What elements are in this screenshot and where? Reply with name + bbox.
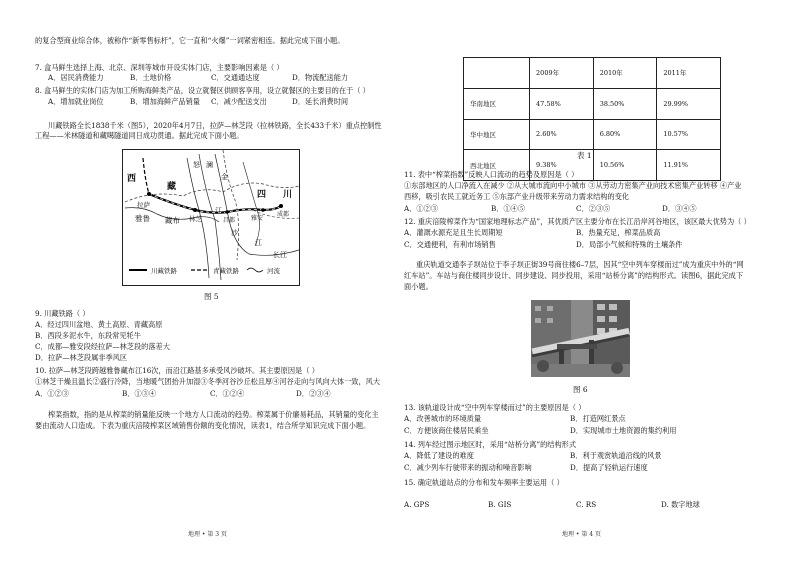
legend-qingzang-label: 青藏铁路 xyxy=(213,267,239,275)
q15-opt-b: B. GIS xyxy=(488,500,512,509)
table-cell: 2.60% xyxy=(530,119,594,150)
map-label-zangbu: 藏布 xyxy=(165,216,180,225)
intro-line: 的复合型商业综合体，被称作“新零售标杆”，它一直和“火爆”一词紧密相连。据此完成下面小题。 xyxy=(35,36,345,45)
q15-opt-c: C. RS xyxy=(576,500,597,509)
qingzang-railway xyxy=(143,158,149,194)
table-cell: 38.50% xyxy=(593,88,657,119)
q7-opt-a: A．居民消费能力 xyxy=(48,73,104,82)
q10-line1: 10. 拉萨—林芝段跨越雅鲁藏布江16次，而沿江路基多承受风沙破坏。其主要原因是（ ） xyxy=(35,366,319,375)
q14-stem: 14. 列车经过图示地区时，采用“站桥分离”的结构形式 xyxy=(404,440,577,449)
q11-opt-c: C．②③⑤ xyxy=(576,204,611,213)
passage3-line1: 重庆轨道交通李子坝站位于李子坝正街39号商住楼6–7层，因其“空中列车穿楼而过”成为重庆中外的“网 xyxy=(416,260,744,269)
table-header-cell: 2010年 xyxy=(593,58,657,89)
city-yaan-dot xyxy=(261,208,265,212)
q9-opt-d: D．拉萨—林芝段属非季风区 xyxy=(35,353,128,362)
passage3-line3: 面小题。 xyxy=(404,282,433,291)
table1-caption: 表 1 xyxy=(577,151,592,160)
table1 xyxy=(463,57,721,181)
figure6-photo xyxy=(531,300,630,377)
map-label-changdu: 昌都 xyxy=(223,217,236,224)
passage2-line2: 要由流动人口造成。下表为重庆涪陵榨菜区域销售份额的变化情况，读表1，结合所学知识完成下面小题。 xyxy=(35,421,371,430)
q8-stem: 8. 盒马鲜生的实体门店为加工所购海鲜类产品，设立就餐区供顾客享用，设立就餐区的主要目的在于（ ） xyxy=(35,86,370,95)
figure5-caption: 图 5 xyxy=(204,292,219,301)
q11-line2: 西移，吸引农民工就近务工 ⑤东部产业升级带来劳动力需求结构的变化 xyxy=(404,192,630,201)
map-label-xi: 西 xyxy=(127,174,137,184)
table-cell: 6.80% xyxy=(593,119,657,150)
q8-opt-c: C．减少配送支出 xyxy=(211,97,267,106)
figure5-map xyxy=(122,149,300,286)
q7-opt-b: B．土地价格 xyxy=(130,73,172,82)
legend-river-line xyxy=(247,268,263,272)
passage1-line1: 川藏铁路全长1838千米（图5），2020年4月7日，拉萨—林芝段（拉林铁路，全长433千米）重点控制性 xyxy=(48,121,382,130)
table-header-cell: 2011年 xyxy=(657,58,721,89)
table-cell: 11.91% xyxy=(657,150,721,181)
q8-opt-b: B．增加海鲜产品销量 xyxy=(130,97,200,106)
map-label-zang: 藏 xyxy=(167,182,177,192)
q10-opt-a: A．①②③ xyxy=(35,389,69,398)
table-cell: 29.99% xyxy=(657,88,721,119)
map-label-chengdu: 成都 xyxy=(277,211,290,218)
map-label-jinjiang: 江 xyxy=(255,239,262,247)
city-linzhi-dot xyxy=(193,208,197,212)
map-label-sichuan-chuan: 川 xyxy=(283,190,293,200)
q15-opt-d: D. 数字地球 xyxy=(661,500,700,509)
q10-opt-b: B．①③④ xyxy=(122,389,157,398)
q7-opt-d: D．物流配送能力 xyxy=(292,73,349,82)
q8-opt-d: D．延长消费时间 xyxy=(292,97,349,106)
table-cell: 西北地区 xyxy=(464,150,530,181)
q9-opt-a: A．经过四川盆地、黄土高原、青藏高原 xyxy=(35,320,163,329)
table-cell: 10.57% xyxy=(657,119,721,150)
q14-opt-d: D．提高了轻轨运行速度 xyxy=(570,463,648,472)
city-lasa-dot xyxy=(147,192,151,196)
q12-opt-b: B．热量充足，榨菜品质高 xyxy=(576,228,661,237)
table-header-cell: 2009年 xyxy=(530,58,594,89)
map-label-lan: 澜 xyxy=(206,161,213,169)
q12-opt-a: A．灌溉水源充足且生长周期短 xyxy=(404,228,503,237)
map-label-sha: 沙 xyxy=(231,229,238,237)
boundary-line xyxy=(125,183,299,202)
map-label-jin: 金 xyxy=(221,173,228,181)
q9-opt-c: C．成都—雅安段经拉萨—林芝段的落差大 xyxy=(35,342,170,351)
page-number-3: 地理 • 第 3 页 xyxy=(188,531,227,538)
legend-river-label: 河流 xyxy=(267,267,280,275)
q12-opt-c: C．交通便利，有利市场销售 xyxy=(404,240,496,249)
q14-opt-a: A．降低了建设的难度 xyxy=(404,451,474,460)
q13-opt-d: D．实现城市土地资源的集约利用 xyxy=(570,426,677,435)
q13-stem: 13. 该轨道设计成“空中列车穿楼而过”的主要原因是（ ） xyxy=(404,403,586,412)
table-cell: 9.38% xyxy=(530,150,594,181)
map-label-lasa: 拉萨 xyxy=(137,201,150,209)
q12-stem: 12. 重庆涪陵榨菜作为“国家地理标志产品”，其优质产区主要分布在长江沿岸河谷地区，该区最大优势为（ ） xyxy=(404,217,751,226)
q9-stem: 9. 川藏铁路（ ） xyxy=(35,309,90,318)
q14-opt-b: B．利于观赏轨道沿线的风景 xyxy=(570,451,662,460)
q10-opt-d: D．②③④ xyxy=(296,389,331,398)
figure6-caption: 图 6 xyxy=(573,385,588,394)
q7-opt-c: C．交通通达度 xyxy=(211,73,260,82)
q15-stem: 15. 确定轨道站点的分布和发车频率主要运用（ ） xyxy=(404,478,564,487)
q14-opt-c: C．减少列车行驶带来的振动和噪音影响 xyxy=(404,463,532,472)
q11-line1: ①东部地区的人口净流入在减少 ②从大城市流向中小城市 ③从劳动力密集产业向技术密集产业转移 ④产业 xyxy=(404,181,742,190)
photo-svg xyxy=(531,300,630,377)
q13-opt-c: C．方便该商住楼居民乘坐 xyxy=(404,426,489,435)
passage2-line1: 榨菜指数，指的是从榨菜的销量能反映一个地方人口流动的趋势。榨菜属于价廉易耗品，其销量的变化主 xyxy=(48,410,379,419)
river-tributary xyxy=(243,162,260,246)
table-header-cell xyxy=(464,58,530,89)
map-label-changjiang: 长江 xyxy=(273,251,287,259)
city-chengdu-dot xyxy=(279,204,283,208)
q11-stem: 11. 表中“榨菜指数”反映人口流动的趋势及原因是（ ） xyxy=(404,170,579,179)
boundary-line xyxy=(223,150,239,260)
map-label-sichuan-si: 四 xyxy=(257,190,267,200)
passage3-line2: 红车站”。车站与商住楼同步设计、同步建设、同步投用，采用“站桥分离”的结构形式。读图6，据此完成下 xyxy=(404,271,744,280)
q10-opt-c: C．①②④ xyxy=(210,389,245,398)
q12-opt-d: D．局部小气候和特殊的土壤条件 xyxy=(576,240,683,249)
q7-stem: 7. 盒马鲜生选择上海、北京、深圳等城市开设实体门店，主要影响因素是（ ） xyxy=(35,63,284,72)
table-cell: 47.58% xyxy=(530,88,594,119)
map-label-yalu: 雅鲁 xyxy=(135,214,150,223)
q15-opt-a: A. GPS xyxy=(404,500,430,509)
table-row xyxy=(464,119,721,150)
table-cell: 10.56% xyxy=(593,150,657,181)
page-number-4: 地理 • 第 4 页 xyxy=(562,531,601,538)
q11-opt-a: A．①②③ xyxy=(404,204,438,213)
passage1-line2: 工程——米林隧道和藏噶隧道同日成功贯通。据此完成下面小题。 xyxy=(35,131,244,140)
q13-opt-a: A．改善城市的环境质量 xyxy=(404,414,482,423)
map-label-jiang: 江 xyxy=(215,207,222,215)
q11-opt-d: D．③④⑤ xyxy=(662,204,697,213)
table-row xyxy=(464,88,721,119)
q13-opt-b: B．打造网红景点 xyxy=(570,414,626,423)
city-changdu-dot xyxy=(225,210,229,214)
map-label-yaan: 雅安 xyxy=(251,215,264,222)
map-label-linzhi: 林芝 xyxy=(189,215,202,223)
q11-opt-b: B．①④⑤ xyxy=(491,204,526,213)
legend-rail-label: 川藏铁路 xyxy=(151,267,177,275)
q8-opt-a: A．增加就业岗位 xyxy=(48,97,104,106)
map-label-nu: 怒 xyxy=(193,161,200,169)
table-cell: 华中地区 xyxy=(464,119,530,150)
table-header-row xyxy=(464,58,721,89)
table-cell: 华南地区 xyxy=(464,88,530,119)
q10-line2: ①林芝干燥且温长②盛行冷降，当地暖气团抬升加湿③冬季河谷沙丘松且厚④河谷走向与风向大体一致，风大 xyxy=(35,377,381,386)
q9-opt-b: B．西段多泥水牛，东段常见牦牛 xyxy=(35,331,141,340)
